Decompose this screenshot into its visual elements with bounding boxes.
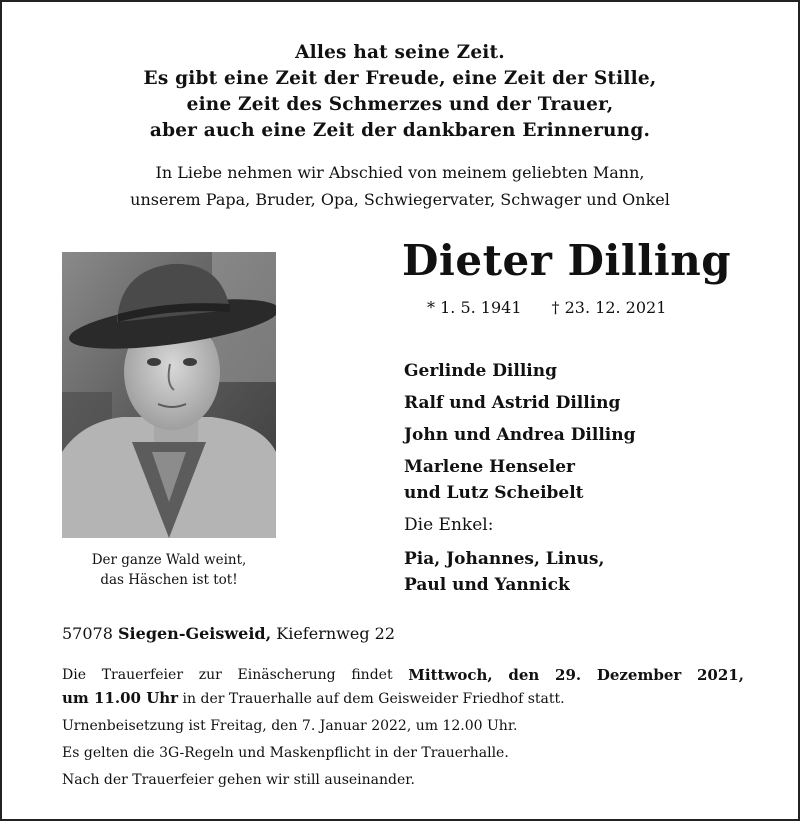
- grandchildren-names: Pia, Johannes, Linus,: [404, 549, 605, 569]
- birth-date: * 1. 5. 1941: [427, 298, 522, 317]
- address-city: Siegen-Geisweid,: [118, 624, 272, 643]
- caption-line: das Häschen ist tot!: [100, 572, 238, 588]
- mourner-name: und Lutz Scheibelt: [404, 483, 584, 503]
- grandchildren-label: Die Enkel:: [404, 515, 494, 535]
- ceremony-word: den: [508, 666, 540, 684]
- urn-burial-line: Urnenbeisetzung ist Freitag, den 7. Januar 2022, um 12.00 Uhr.: [62, 718, 518, 734]
- portrait-illustration: [62, 252, 276, 538]
- ceremony-day: Mittwoch,: [408, 666, 493, 684]
- intro-text: [2, 159, 798, 213]
- ceremony-month: Dezember: [596, 666, 682, 684]
- mourner-name: Ralf und Astrid Dilling: [404, 393, 621, 413]
- motto-verse: [2, 40, 798, 144]
- ceremony-line: [62, 664, 744, 687]
- portrait-photo: [62, 252, 276, 538]
- death-date: † 23. 12. 2021: [551, 298, 667, 317]
- closing-line: Nach der Trauerfeier gehen wir still auseinander.: [62, 772, 415, 788]
- motto-line: Alles hat seine Zeit.: [295, 42, 505, 63]
- ceremony-word: findet: [351, 667, 393, 683]
- mourner-name: John und Andrea Dilling: [404, 425, 636, 445]
- motto-line: eine Zeit des Schmerzes und der Trauer,: [186, 94, 614, 115]
- mourner-name: Gerlinde Dilling: [404, 361, 558, 381]
- ceremony-date: 29.: [555, 666, 582, 684]
- funeral-details: [62, 664, 744, 792]
- motto-line: aber auch eine Zeit der dankbaren Erinnerung.: [149, 120, 651, 141]
- caption-line: Der ganze Wald weint,: [91, 552, 247, 568]
- ceremony-word: Trauerfeier: [101, 667, 184, 683]
- ceremony-time: um 11.00 Uhr: [62, 689, 179, 707]
- ceremony-word: Einäscherung: [237, 667, 336, 683]
- address-street: Kiefernweg 22: [276, 624, 395, 643]
- photo-caption: [62, 550, 276, 590]
- grandchildren-names: Paul und Yannick: [404, 575, 570, 595]
- life-dates: [427, 298, 666, 317]
- ceremony-location-line: [62, 687, 744, 711]
- motto-line: Es gibt eine Zeit der Freude, eine Zeit der Stille,: [143, 68, 657, 89]
- address-zip: 57078: [62, 624, 113, 643]
- covid-rules-line: Es gelten die 3G-Regeln und Maskenpflicht in der Trauerhalle.: [62, 745, 509, 761]
- family-address: [62, 624, 395, 643]
- mourners-list: [404, 358, 636, 598]
- ceremony-year: 2021,: [696, 666, 744, 684]
- ceremony-word: zur: [198, 667, 222, 683]
- intro-line: In Liebe nehmen wir Abschied von meinem geliebten Mann,: [155, 163, 645, 182]
- ceremony-word: Die: [62, 667, 86, 683]
- mourner-name: Marlene Henseler: [404, 457, 576, 477]
- ceremony-location: in der Trauerhalle auf dem Geisweider Friedhof statt.: [178, 691, 565, 707]
- intro-line: unserem Papa, Bruder, Opa, Schwiegervater, Schwager und Onkel: [130, 190, 670, 209]
- deceased-name: Dieter Dilling: [402, 236, 732, 285]
